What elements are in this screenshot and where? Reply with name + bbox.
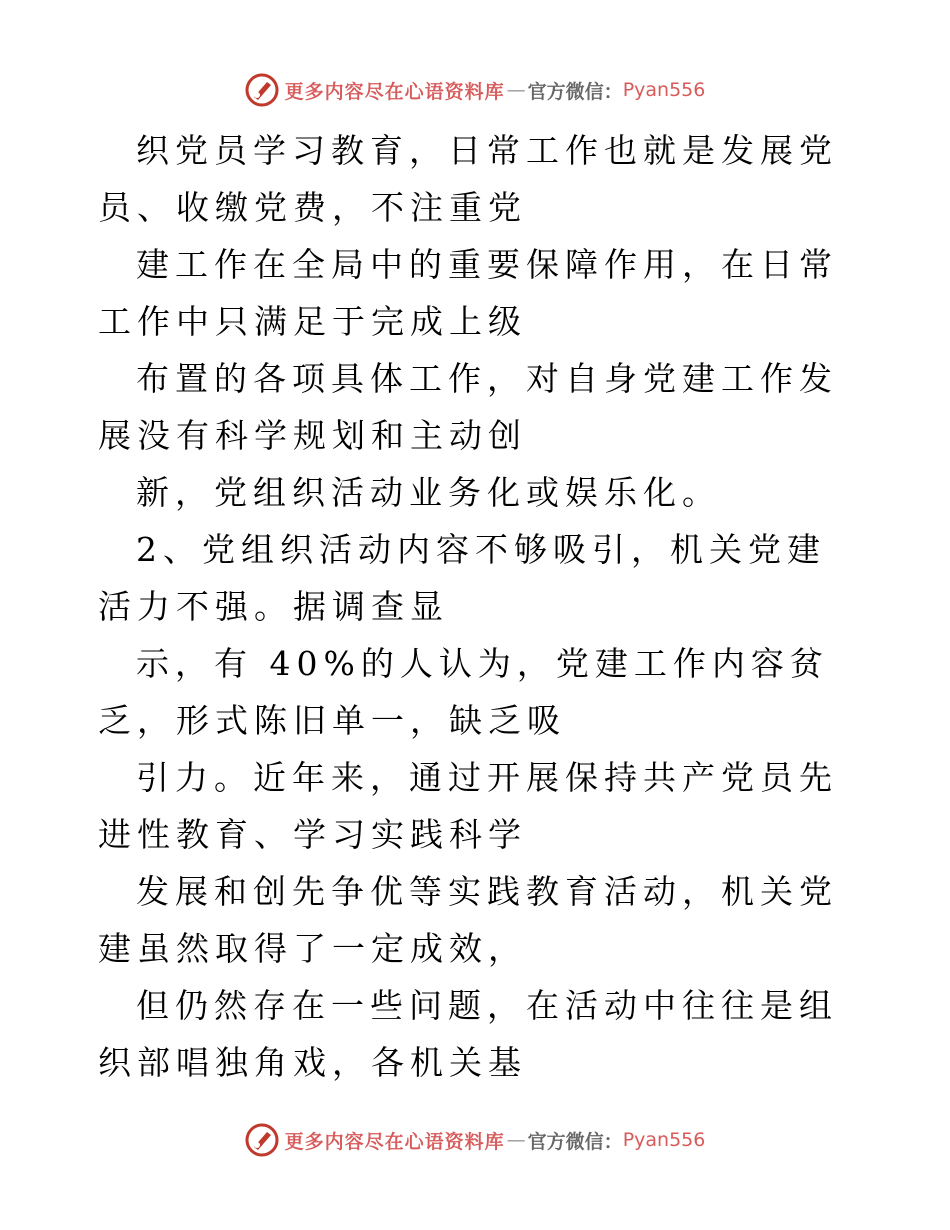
document-body: [98, 122, 858, 1091]
watermark-id: Pyan556: [622, 1129, 706, 1151]
watermark-label: 官方微信：: [527, 80, 623, 103]
footer-watermark: [0, 1122, 950, 1158]
paragraph: 建工作在全局中的重要保障作用，在日常工作中只满足于完成上级: [98, 245, 838, 341]
paragraph: 示，有 40%的人认为，党建工作内容贫乏，形式陈旧单一，缺乏吸: [98, 644, 829, 740]
watermark-id: Pyan556: [622, 79, 706, 101]
watermark-separator: —: [506, 1129, 526, 1151]
paragraph: 发展和创先争优等实践教育活动，机关党建虽然取得了一定成效，: [98, 872, 838, 968]
paragraph: 织党员学习教育，日常工作也就是发展党员、收缴党费，不注重党: [98, 131, 838, 227]
paragraph: 新，党组织活动业务化或娱乐化。: [136, 473, 721, 512]
watermark-text: 更多内容尽在心语资料库: [284, 80, 505, 103]
paragraph: 布置的各项具体工作，对自身党建工作发展没有科学规划和主动创: [98, 359, 838, 455]
paragraph: 2、党组织活动内容不够吸引，机关党建活力不强。据调查显: [98, 530, 826, 626]
paragraph: 但仍然存在一些问题，在活动中往往是组织部唱独角戏，各机关基: [98, 986, 838, 1082]
watermark-label: 官方微信：: [527, 1130, 623, 1153]
logo-icon: [245, 1123, 279, 1157]
watermark-separator: —: [506, 79, 526, 101]
watermark-text: 更多内容尽在心语资料库: [284, 1130, 505, 1153]
logo-icon: [245, 73, 279, 107]
header-watermark: [0, 72, 950, 108]
paragraph: 引力。近年来，通过开展保持共产党员先进性教育、学习实践科学: [98, 758, 838, 854]
